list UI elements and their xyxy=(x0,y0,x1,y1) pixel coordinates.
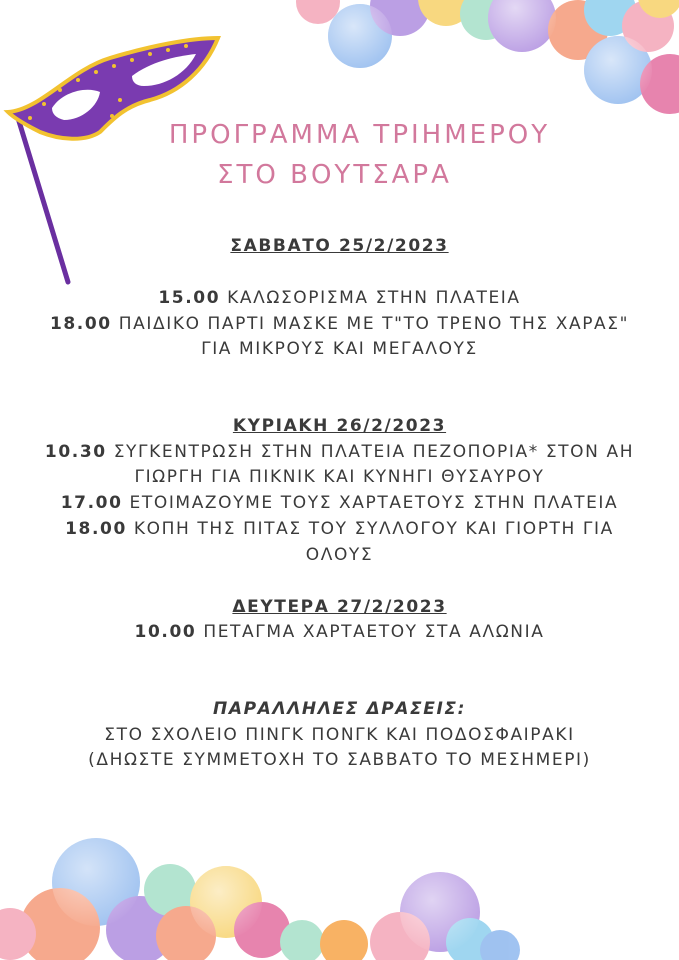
title-line-2: ΣΤΟ ΒΟΥΤΣΑΡΑ xyxy=(217,160,452,190)
saturday-item-2 xyxy=(0,312,679,336)
bottom-balloons-decoration xyxy=(0,830,679,960)
item-time: 10.30 xyxy=(44,442,107,462)
sunday-item-2 xyxy=(0,491,679,515)
item-time: 10.00 xyxy=(134,622,197,642)
parallel-line-1: ΣΤΟ ΣΧΟΛΕΙΟ ΠΙΝΓΚ ΠΟΝΓΚ ΚΑΙ ΠΟΔΟΣΦΑΙΡΑΚΙ xyxy=(104,725,575,745)
saturday-heading: ΣΑΒΒΑΤΟ 25/2/2023 xyxy=(230,236,449,256)
item-text: ΕΤΟΙΜΑΖΟΥΜΕ ΤΟΥΣ ΧΑΡΤΑΕΤΟΥΣ ΣΤΗΝ ΠΛΑΤΕΙΑ xyxy=(129,493,619,513)
item-time: 17.00 xyxy=(60,493,123,513)
monday-item-1 xyxy=(0,620,679,644)
item-text: ΚΟΠΗ ΤΗΣ ΠΙΤΑΣ ΤΟΥ ΣΥΛΛΟΓΟΥ ΚΑΙ ΓΙΟΡΤΗ ΓΙΑ xyxy=(133,519,614,539)
parallel-line-2: (ΔΗΩΣΤΕ ΣΥΜΜΕΤΟΧΗ ΤΟ ΣΑΒΒΑΤΟ ΤΟ ΜΕΣΗΜΕΡΙ) xyxy=(88,750,591,770)
saturday-item-1 xyxy=(0,286,679,310)
item-text: ΚΑΛΩΣΟΡΙΣΜΑ ΣΤΗΝ ΠΛΑΤΕΙΑ xyxy=(227,288,521,308)
sunday-item-3-cont: ΟΛΟΥΣ xyxy=(305,545,374,565)
item-text: ΠΑΙΔΙΚΟ ΠΑΡΤΙ ΜΑΣΚΕ ΜΕ Τ"ΤΟ ΤΡΕΝΟ ΤΗΣ ΧΑΡΑΣ" xyxy=(118,314,630,334)
item-time: 15.00 xyxy=(158,288,221,308)
sunday-item-1 xyxy=(0,440,679,464)
saturday-item-2-cont: ΓΙΑ ΜΙΚΡΟΥΣ ΚΑΙ ΜΕΓΑΛΟΥΣ xyxy=(201,339,478,359)
item-time: 18.00 xyxy=(65,519,127,539)
sunday-heading: ΚΥΡΙΑΚΗ 26/2/2023 xyxy=(232,416,447,436)
monday-heading: ΔΕΥΤΕΡΑ 27/2/2023 xyxy=(232,597,447,617)
title-line-1: ΠΡΟΓΡΑΜΜΑ ΤΡΙΗΜΕΡΟΥ xyxy=(168,120,551,150)
parallel-heading: ΠΑΡΑΛΛΗΛΕΣ ΔΡΑΣΕΙΣ: xyxy=(213,699,466,719)
item-time: 18.00 xyxy=(49,314,112,334)
sunday-item-3 xyxy=(0,517,679,541)
item-text: ΠΕΤΑΓΜΑ ΧΑΡΤΑΕΤΟΥ ΣΤΑ ΑΛΩΝΙΑ xyxy=(203,622,545,642)
item-text: ΣΥΓΚΕΝΤΡΩΣΗ ΣΤΗΝ ΠΛΑΤΕΙΑ ΠΕΖΟΠΟΡΙΑ* ΣΤΟΝ ΑΗ xyxy=(113,442,635,462)
sunday-item-1-cont: ΓΙΩΡΓΗ ΓΙΑ ΠΙΚΝΙΚ ΚΑΙ ΚΥΝΗΓΙ ΘΥΣΑΥΡΟΥ xyxy=(134,467,545,487)
